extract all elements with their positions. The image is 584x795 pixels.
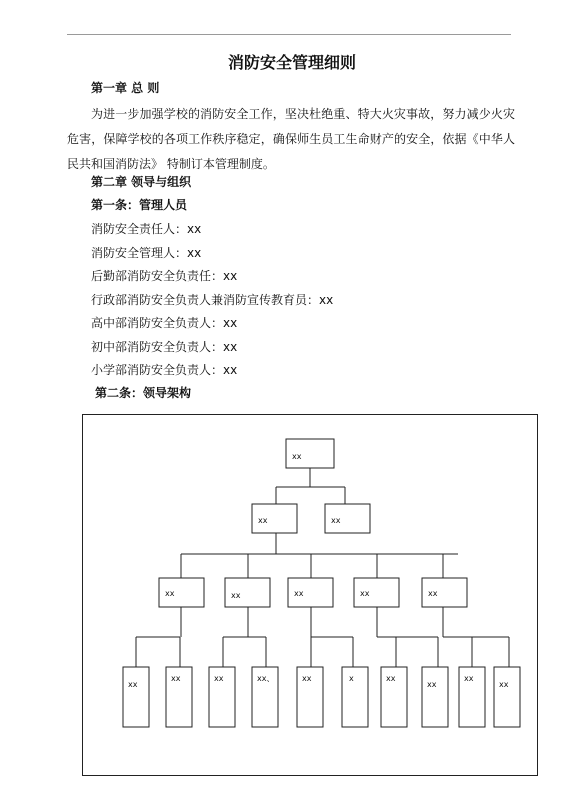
personnel-item: 初中部消防安全负责人：xx: [91, 340, 238, 354]
org-node-label: xx: [128, 680, 138, 689]
org-node-label: xx: [386, 674, 396, 683]
org-node-label: xx: [428, 589, 438, 598]
document-title: 消防安全管理细则: [227, 53, 356, 72]
org-node-label: xx: [427, 680, 437, 689]
org-chart-edges: [136, 468, 509, 667]
org-node-label: xx: [302, 674, 312, 683]
article1-heading: 第一条：管理人员: [91, 198, 188, 212]
personnel-item: 小学部消防安全负责人：xx: [91, 363, 238, 377]
org-node-label: xx: [360, 589, 370, 598]
header-rule: [67, 34, 511, 35]
org-node-label: xx: [165, 589, 175, 598]
org-node-label: xx: [292, 452, 302, 461]
org-node-label: xx: [231, 591, 241, 600]
org-node-box: [342, 667, 368, 727]
personnel-item: 消防安全责任人：xx: [91, 222, 202, 236]
org-node-label: xx: [499, 680, 509, 689]
org-node-box: [422, 667, 448, 727]
personnel-item: 消防安全管理人：xx: [91, 246, 202, 260]
org-node-box: [494, 667, 520, 727]
org-node-box: [123, 667, 149, 727]
chapter1-heading: 第一章 总 则: [91, 81, 160, 95]
personnel-item: 行政部消防安全负责人兼消防宣传教育员：xx: [91, 293, 334, 307]
org-node-label: xx: [214, 674, 224, 683]
article2-heading: 第二条：领导架构: [95, 386, 192, 400]
chapter2-heading: 第二章 领导与组织: [91, 175, 192, 189]
org-node-root: [286, 439, 334, 468]
org-node-level2: [252, 504, 370, 533]
org-node-label: xx: [464, 674, 474, 683]
org-node-level3: [159, 578, 467, 607]
org-chart-frame: [82, 414, 538, 776]
org-node-label: x: [349, 674, 354, 683]
org-chart: [83, 415, 539, 777]
personnel-item: 后勤部消防安全负责任：xx: [91, 269, 238, 283]
org-node-label: xx: [331, 516, 341, 525]
chapter1-paragraph: 为进一步加强学校的消防安全工作，坚决杜绝重、特大火灾事故，努力减少火灾危害，保障学校的各项工作秩序稳定，确保师生员工生命财产的安全，依据《中华人民共和国消防法》 特制订本管理制度。: [67, 107, 515, 171]
org-node-label: xx: [258, 516, 268, 525]
org-node-level4: [123, 667, 520, 727]
personnel-item: 高中部消防安全负责人：xx: [91, 316, 238, 330]
org-node-label: xx、: [257, 674, 275, 683]
org-node-label: xx: [171, 674, 181, 683]
org-node-label: xx: [294, 589, 304, 598]
